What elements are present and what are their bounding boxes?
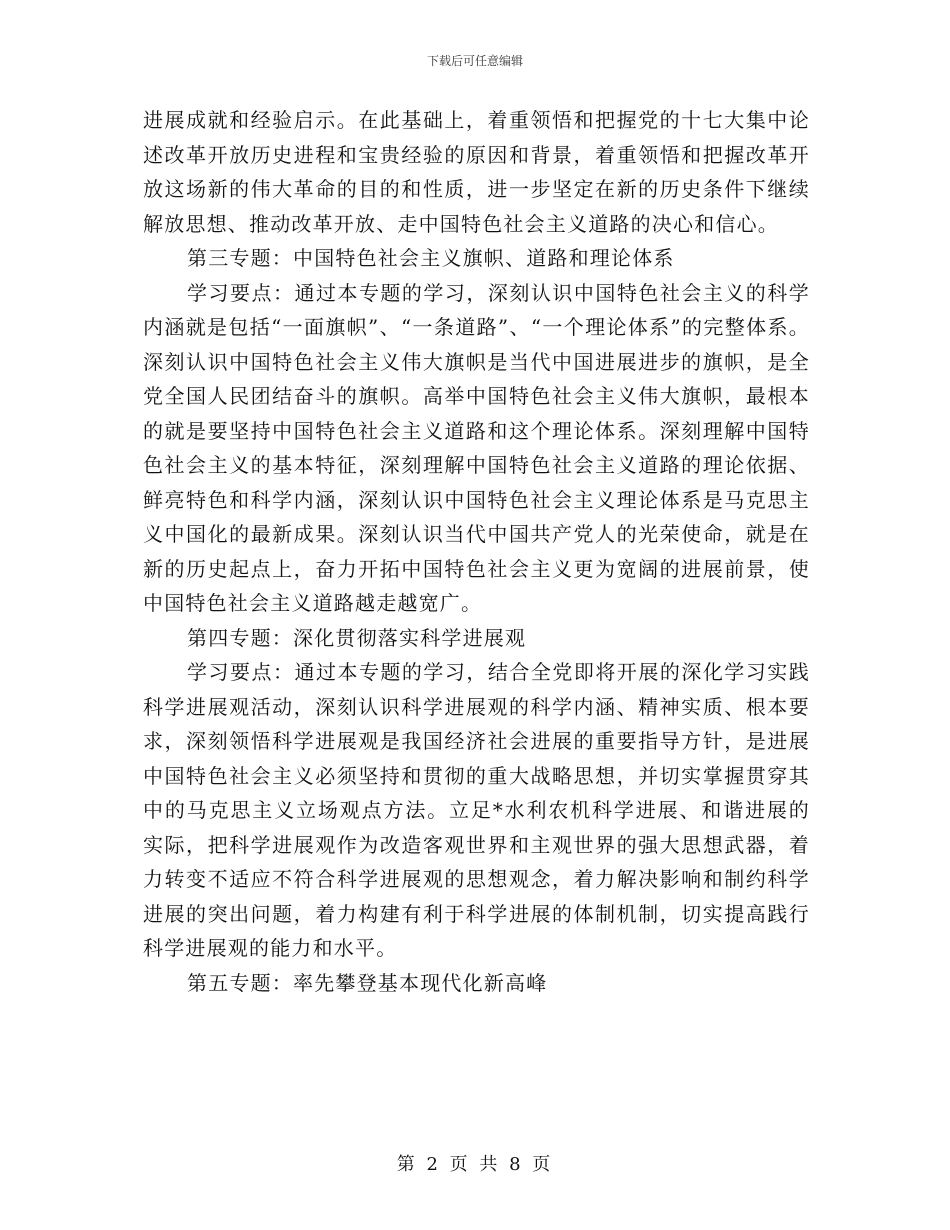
- section-heading-3: 第三专题：中国特色社会主义旗帜、道路和理论体系: [187, 246, 675, 270]
- learning-points-paragraph-4: 学习要点：通过本专题的学习，结合全党即将开展的深化学习实践科学进展观活动，深刻认识科学进展观的科学内涵、精神实质、根本要求，深刻领悟科学进展观是我国经济社会进展的重要指导方针，是进展中国特色社会主义必须坚持和贯彻的重大战略思想，并切实掌握贯穿其中的马克思主义立场观点方法。立足*水利农机科学进展、和谐进展的实际，把科学进展观作为改造客观世界和主观世界的强大思想武器，着力转变不适应不符合科学进展观的思想观念，着力解决影响和制约科学进展的突出问题，着力构建有利于科学进展的体制机制，切实提高践行科学进展观的能力和水平。: [143, 660, 810, 960]
- document-body: [143, 103, 810, 1000]
- learning-points-paragraph-3: 学习要点：通过本专题的学习，深刻认识中国特色社会主义的科学内涵就是包括“一面旗帜”、“一条道路”、“一个理论体系”的完整体系。深刻认识中国特色社会主义伟大旗帜是当代中国进展进步的旗帜，是全党全国人民团结奋斗的旗帜。高举中国特色社会主义伟大旗帜，最根本的就是要坚持中国特色社会主义道路和这个理论体系。深刻理解中国特色社会主义的基本特征，深刻理解中国特色社会主义道路的理论依据、鲜亮特色和科学内涵，深刻认识中国特色社会主义理论体系是马克思主义中国化的最新成果。深刻认识当代中国共产党人的光荣使命，就是在新的历史起点上，奋力开拓中国特色社会主义更为宽阔的进展前景，使中国特色社会主义道路越走越宽广。: [143, 280, 810, 615]
- page-header: 下载后可任意编辑: [426, 54, 523, 68]
- section-heading-4: 第四专题：深化贯彻落实科学进展观: [187, 625, 527, 650]
- section-heading-5: 第五专题：率先攀登基本现代化新高峰: [187, 970, 548, 995]
- page-number-footer: 第 2 页 共 8 页: [396, 1154, 554, 1175]
- paragraph-continuation: 进展成就和经验启示。在此基础上，着重领悟和把握党的十七大集中论述改革开放历史进程和宝贵经验的原因和背景，着重领悟和把握改革开放这场新的伟大革命的目的和性质，进一步坚定在新的历史条件下继续解放思想、推动改革开放、走中国特色社会主义道路的决心和信心。: [143, 108, 810, 236]
